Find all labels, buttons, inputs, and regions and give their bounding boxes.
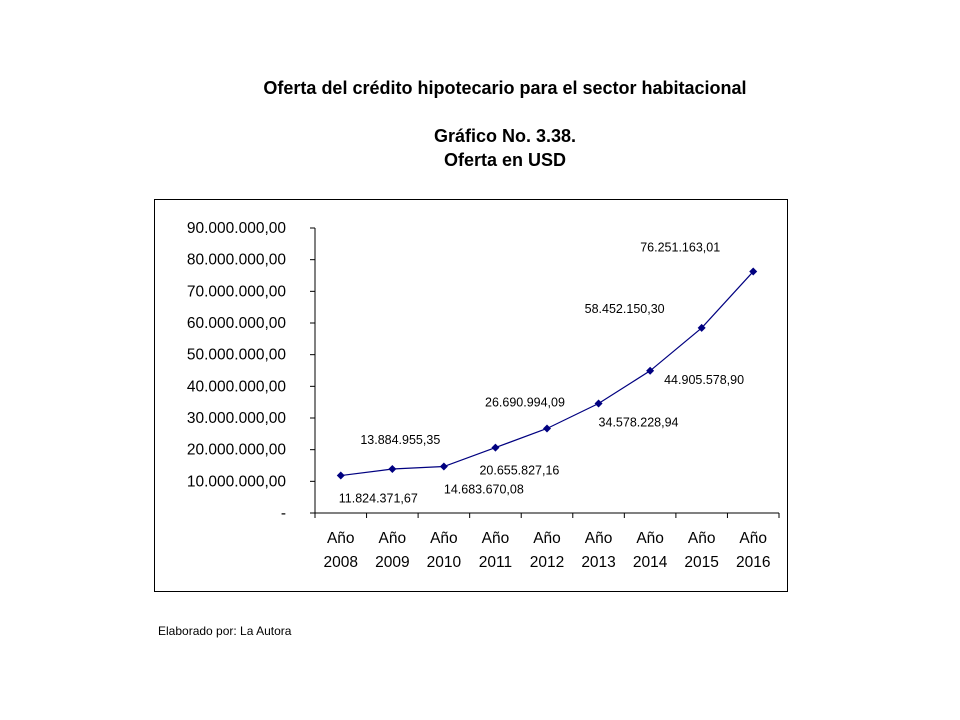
data-point-marker [543, 424, 551, 432]
x-tick-label-line1: Año [378, 530, 407, 547]
chart-title: Oferta del crédito hipotecario para el sector habitacional [263, 78, 747, 98]
data-point-marker [388, 465, 396, 473]
x-tick-label-line1: Año [430, 530, 458, 547]
data-label: 44.905.578,90 [664, 372, 745, 387]
chart-subtitle-number: Gráfico No. 3.38. [433, 126, 577, 146]
y-tick-label: 60.000.000,00 [186, 315, 286, 332]
x-tick-label-line2: 2011 [478, 554, 513, 571]
x-tick-label-line2: 2016 [735, 554, 771, 571]
source-note: Elaborado por: La Autora [158, 624, 292, 638]
line-chart [155, 200, 789, 593]
y-tick-label: 50.000.000,00 [186, 346, 286, 364]
data-point-marker [440, 463, 448, 471]
chart-subtitle-units: Oferta en USD [443, 150, 567, 170]
x-tick-label-line1: Año [739, 530, 768, 547]
x-tick-label-line2: 2014 [632, 554, 668, 571]
x-tick-label-line1: Año [636, 530, 664, 547]
x-tick-label-line1: Año [326, 530, 355, 547]
y-tick-label: 20.000.000,00 [186, 441, 286, 459]
y-tick-label: 80.000.000,00 [186, 251, 286, 269]
x-tick-label-line1: Año [481, 530, 510, 547]
data-label: 11.824.371,67 [338, 491, 418, 506]
y-tick-label: 30.000.000,00 [186, 410, 286, 427]
x-tick-label-line2: 2009 [375, 554, 410, 571]
x-tick-label-line2: 2010 [426, 554, 462, 571]
x-tick-label-line2: 2012 [529, 554, 565, 571]
data-label: 26.690.994,09 [485, 395, 565, 410]
data-point-marker [491, 444, 499, 452]
y-tick-label: 90.000.000,00 [186, 220, 286, 237]
data-label: 20.655.827,16 [479, 463, 560, 478]
data-label: 58.452.150,30 [584, 301, 665, 316]
y-tick-label: 40.000.000,00 [186, 378, 286, 396]
data-label: 76.251.163,01 [640, 240, 721, 255]
x-tick-label-line1: Año [533, 530, 561, 547]
data-point-marker [337, 472, 345, 480]
y-tick-label: - [280, 505, 286, 522]
y-tick-label: 70.000.000,00 [186, 283, 286, 301]
y-tick-label: 10.000.000,00 [186, 473, 286, 491]
data-label: 34.578.228,94 [598, 415, 679, 430]
x-tick-label-line2: 2008 [323, 554, 359, 571]
data-label: 13.884.955,35 [360, 433, 441, 448]
data-point-marker [595, 400, 603, 408]
title-block [0, 76, 960, 172]
x-tick-label-line1: Año [687, 530, 716, 547]
data-label: 14.683.670,08 [443, 482, 524, 497]
x-tick-label-line2: 2015 [684, 554, 719, 571]
x-tick-label-line2: 2013 [581, 554, 616, 571]
x-tick-label-line1: Año [584, 530, 613, 547]
chart-frame [154, 199, 788, 592]
